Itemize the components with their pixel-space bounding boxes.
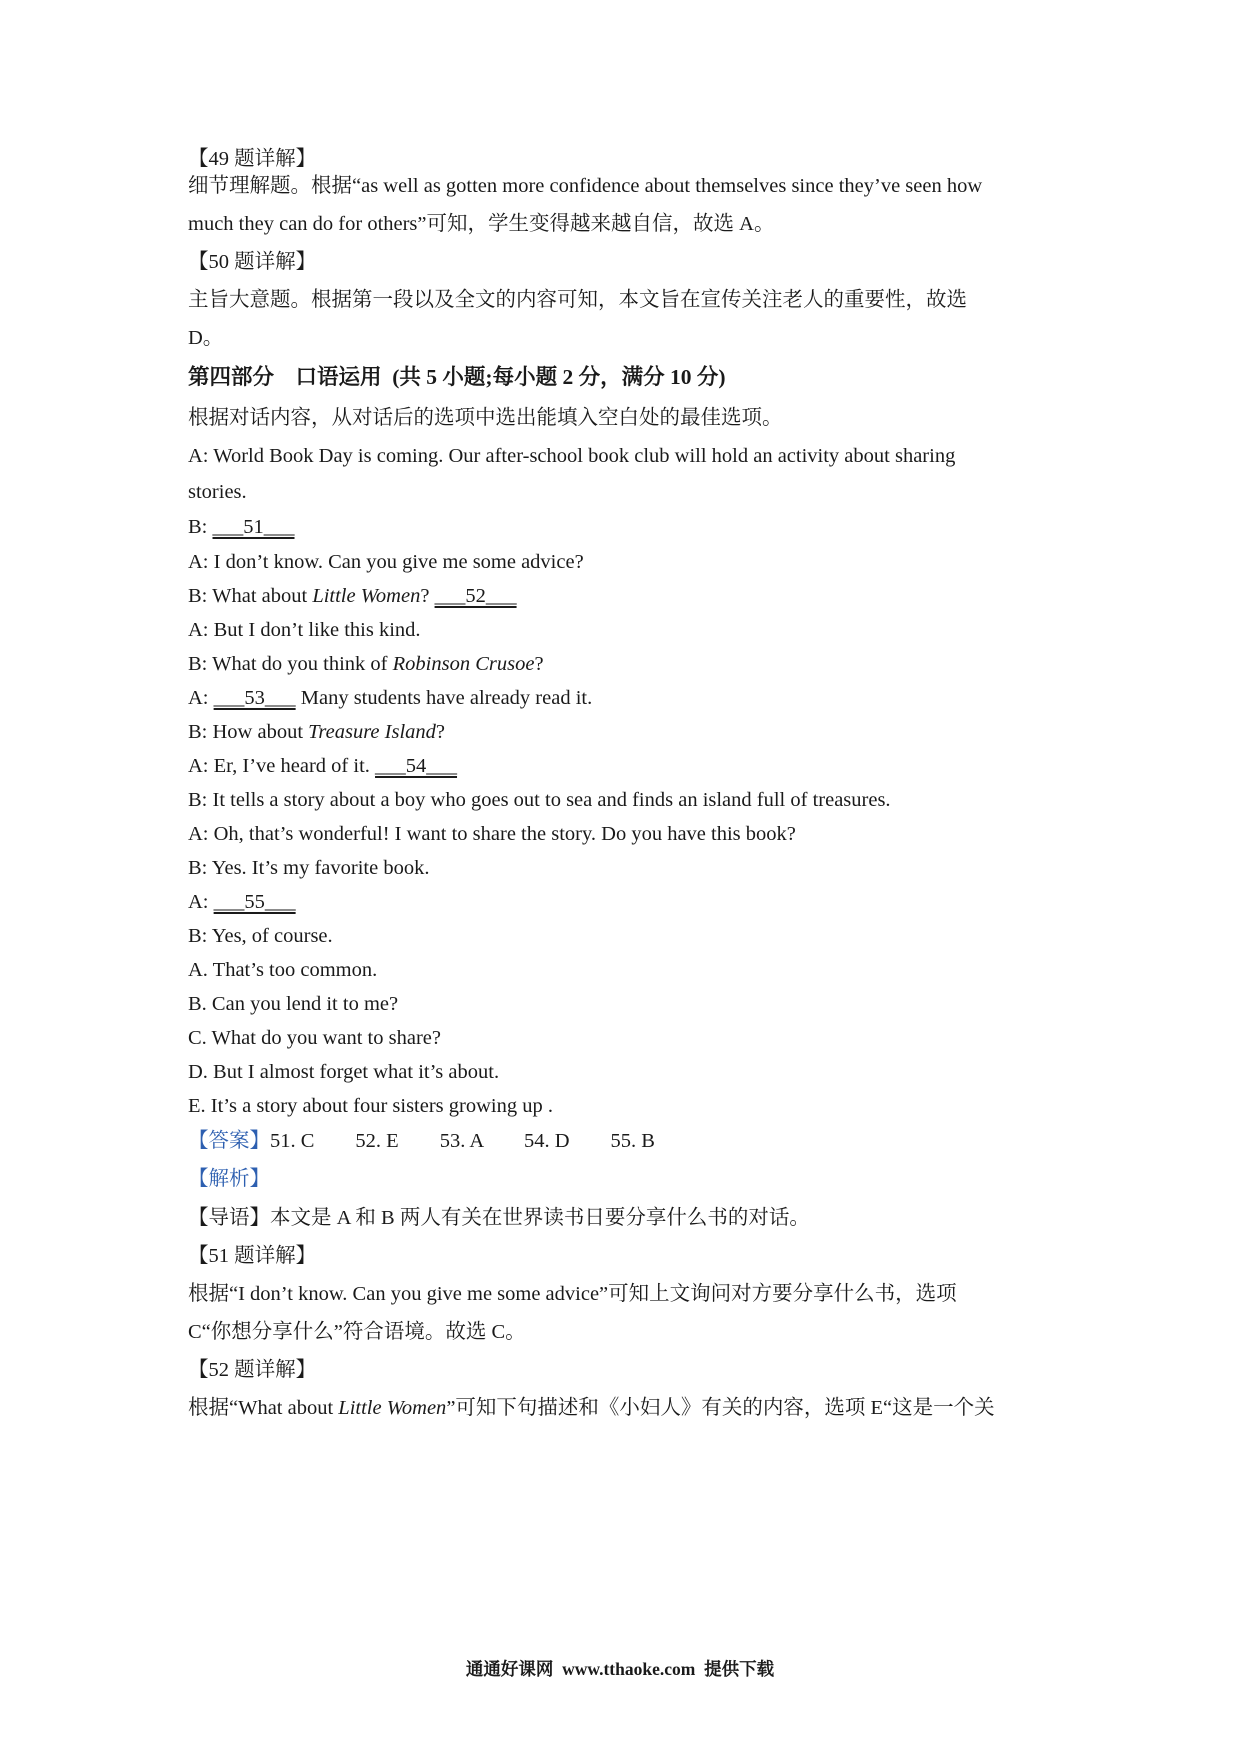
answer-label: 【答案】 [188,1130,270,1152]
dialogue-text: B: How about [188,721,309,743]
dialogue-text: ? [420,585,435,607]
q50-explanation-line2: D。 [188,327,224,349]
guide-label: 【导语】 [188,1207,270,1229]
option-e: E. It’s a story about four sisters growing up . [188,1095,553,1117]
dialogue-text: Many students have already read it. [295,687,593,709]
dialogue-line-3: A: I don’t know. Can you give me some advice? [188,551,584,573]
section-heading: 第四部分 口语运用 (共 5 小题;每小题 2 分，满分 10 分) [188,365,726,389]
dialogue-text: ? [435,721,446,743]
dialogue-line-5: A: But I don’t like this kind. [188,619,421,641]
option-a: A. That’s too common. [188,959,378,981]
q50-heading: 【50 题详解】 [188,251,317,273]
speaker-label: A: [188,687,214,709]
blank-53: ___53___ [213,687,296,709]
option-b: B. Can you lend it to me? [188,993,399,1015]
dialogue-line-8 [188,719,445,745]
dialogue-line-9 [188,753,457,779]
option-d: D. But I almost forget what it’s about. [188,1061,500,1083]
q51-explanation-line2: C“你想分享什么”符合语境。故选 C。 [188,1321,526,1343]
dialogue-line-14: B: Yes, of course. [188,925,333,947]
book-title: Little Women [338,1397,447,1419]
dialogue-line-1b: stories. [188,481,247,503]
q49-explanation-line1: 细节理解题。根据“as well as gotten more confidence about themselves since they’ve seen how [188,175,983,197]
q50-explanation-line1: 主旨大意题。根据第一段以及全文的内容可知，本文旨在宣传关注老人的重要性，故选 [188,289,967,311]
dialogue-line-1a: A: World Book Day is coming. Our after-school book club will hold an activity about sharing [188,445,956,467]
dialogue-line-2 [188,514,295,540]
dialogue-line-7 [188,685,592,711]
q49-heading: 【49 题详解】 [188,148,317,170]
explanation-text: 根据“What about [188,1397,339,1419]
book-title: Little Women [312,585,421,607]
guide-text: 本文是 A 和 B 两人有关在世界读书日要分享什么书的对话。 [270,1207,810,1229]
dialogue-line-4 [188,583,517,609]
page-footer: 通通好课网 www.tthaoke.com 提供下载 [465,1659,775,1679]
blank-52: ___52___ [434,585,517,607]
explanation-text: ”可知下句描述和《小妇人》有关的内容，选项 E“这是一个关 [446,1397,995,1419]
dialogue-line-13 [188,889,296,915]
dialogue-text: B: What about [188,585,313,607]
q51-explanation-line1: 根据“I don’t know. Can you give me some advice”可知上文询问对方要分享什么书，选项 [188,1283,957,1305]
q51-heading: 【51 题详解】 [188,1245,317,1267]
guide-line [188,1205,810,1231]
blank-55: ___55___ [213,891,296,913]
speaker-label: B: [188,516,213,538]
answer-line [188,1128,655,1154]
dialogue-text: ? [534,653,544,675]
dialogue-line-12: B: Yes. It’s my favorite book. [188,857,430,879]
dialogue-text: A: Er, I’ve heard of it. [188,755,376,777]
option-c: C. What do you want to share? [188,1027,441,1049]
blank-54: ___54___ [375,755,458,777]
dialogue-text: B: What do you think of [188,653,393,675]
analysis-label: 【解析】 [188,1168,270,1190]
blank-51: ___51___ [212,516,295,538]
book-title: Robinson Crusoe [392,653,535,675]
q52-heading: 【52 题详解】 [188,1359,317,1381]
dialogue-line-11: A: Oh, that’s wonderful! I want to share the story. Do you have this book? [188,823,796,845]
dialogue-line-10: B: It tells a story about a boy who goes out to sea and finds an island full of treasures. [188,789,891,811]
speaker-label: A: [188,891,214,913]
q52-explanation-line1 [188,1395,995,1421]
dialogue-line-6 [188,651,544,677]
answer-values: 51. C 52. E 53. A 54. D 55. B [270,1130,655,1152]
q49-explanation-line2: much they can do for others”可知，学生变得越来越自信，故选 A。 [188,213,775,235]
book-title: Treasure Island [308,721,436,743]
instructions: 根据对话内容，从对话后的选项中选出能填入空白处的最佳选项。 [188,407,783,429]
